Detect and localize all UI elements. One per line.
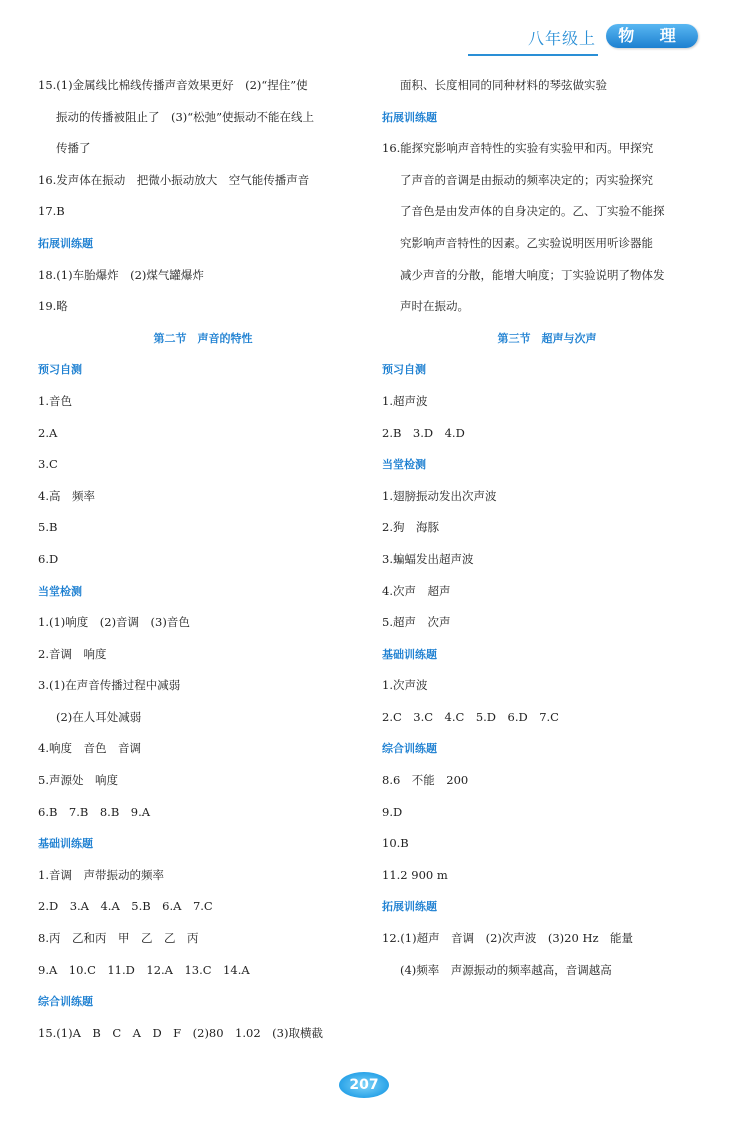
- answer-line: 5.超声 次声: [382, 615, 451, 630]
- answer-line: 8.丙 乙和丙 甲 乙 乙 丙: [38, 931, 199, 946]
- subsection-heading: 预习自测: [382, 363, 426, 377]
- answer-line: 4.次声 超声: [382, 583, 451, 598]
- answer-line: 12.(1)超声 音调 (2)次声波 (3)20 Hz 能量: [382, 931, 634, 946]
- page-header: [468, 20, 698, 54]
- subsection-heading: 综合训练题: [38, 995, 93, 1009]
- answer-line: 4.高 频率: [38, 488, 95, 503]
- subsection-heading: 当堂检测: [38, 584, 82, 598]
- answer-line: 5.声源处 响度: [38, 773, 118, 788]
- right-column: [382, 70, 712, 986]
- answer-line: 18.(1)车胎爆炸 (2)煤气罐爆炸: [38, 267, 204, 282]
- answer-line: 传播了: [56, 141, 91, 156]
- answer-line: 2.狗 海豚: [382, 520, 439, 535]
- subsection-heading: 当堂检测: [382, 458, 426, 472]
- answer-line: 16.发声体在振动 把微小振动放大 空气能传播声音: [38, 172, 310, 187]
- subsection-heading: 预习自测: [38, 363, 82, 377]
- answer-line: 2.A: [38, 425, 58, 440]
- answer-line: 1.音色: [38, 393, 72, 408]
- answer-line: 3.C: [38, 457, 58, 472]
- answer-line: 15.(1)A B C A D F (2)80 1.02 (3)取横截: [38, 1025, 323, 1040]
- answer-line: 2.音调 响度: [38, 646, 107, 661]
- answer-line: 2.B 3.D 4.D: [382, 425, 465, 440]
- subsection-heading: 基础训练题: [382, 647, 437, 661]
- answer-line: 11.2 900 m: [382, 867, 448, 882]
- subject-badge: 物 理: [606, 24, 698, 48]
- answer-line: 3.蝙蝠发出超声波: [382, 551, 474, 566]
- subsection-heading: 综合训练题: [382, 742, 437, 756]
- answer-line: 了音色是由发声体的自身决定的。乙、丁实验不能探: [400, 204, 665, 219]
- answer-line: 6.B 7.B 8.B 9.A: [38, 804, 151, 819]
- answer-line: 6.D: [38, 551, 59, 566]
- page-number: 207: [339, 1072, 389, 1098]
- answer-line: (4)频率 声源振动的频率越高，音调越高: [400, 962, 612, 977]
- answer-line: 16.能探究影响声音特性的实验有实验甲和丙。甲探究: [382, 141, 654, 156]
- subsection-heading: 拓展训练题: [382, 110, 437, 124]
- answer-line: 面积、长度相同的同种材料的琴弦做实验: [400, 78, 607, 92]
- section-title: 第三节 超声与次声: [497, 331, 597, 345]
- answer-line: 究影响声音特性的因素。乙实验说明医用听诊器能: [400, 235, 653, 250]
- answer-line: 振动的传播被阻止了 (3)“松弛”使振动不能在线上: [56, 109, 315, 124]
- answer-line: 8.6 不能 200: [382, 773, 469, 788]
- answer-line: (2)在人耳处减弱: [56, 709, 142, 724]
- answer-line: 5.B: [38, 520, 58, 535]
- answer-line: 2.D 3.A 4.A 5.B 6.A 7.C: [38, 899, 213, 914]
- answer-line: 19.略: [38, 299, 68, 314]
- answer-line: 1.(1)响度 (2)音调 (3)音色: [38, 615, 190, 630]
- header-rule: [468, 54, 598, 56]
- answer-line: 4.响度 音色 音调: [38, 741, 141, 756]
- answer-line: 17.B: [38, 204, 65, 219]
- answer-line: 声时在振动。: [400, 299, 469, 314]
- answer-line: 2.C 3.C 4.C 5.D 6.D 7.C: [382, 709, 559, 724]
- subsection-heading: 拓展训练题: [38, 236, 93, 250]
- answer-line: 9.D: [382, 804, 403, 819]
- answer-line: 9.A 10.C 11.D 12.A 13.C 14.A: [38, 962, 250, 977]
- answer-line: 15.(1)金属线比棉线传播声音效果更好 (2)“捏住”使: [38, 78, 308, 92]
- answer-line: 了声音的音调是由振动的频率决定的；丙实验探究: [400, 172, 653, 187]
- subsection-heading: 基础训练题: [38, 837, 93, 851]
- answer-line: 10.B: [382, 836, 409, 851]
- grade-label: 八年级上: [527, 29, 596, 48]
- answer-line: 1.超声波: [382, 393, 428, 408]
- answer-line: 减少声音的分散，能增大响度；丁实验说明了物体发: [400, 267, 665, 282]
- answer-line: 1.次声波: [382, 678, 428, 693]
- answer-line: 1.翅膀振动发出次声波: [382, 488, 497, 503]
- answer-line: 3.(1)在声音传播过程中减弱: [38, 678, 181, 693]
- section-title: 第二节 声音的特性: [153, 331, 253, 345]
- answer-line: 1.音调 声带振动的频率: [38, 867, 164, 882]
- left-column: [38, 70, 368, 1049]
- subsection-heading: 拓展训练题: [382, 900, 437, 914]
